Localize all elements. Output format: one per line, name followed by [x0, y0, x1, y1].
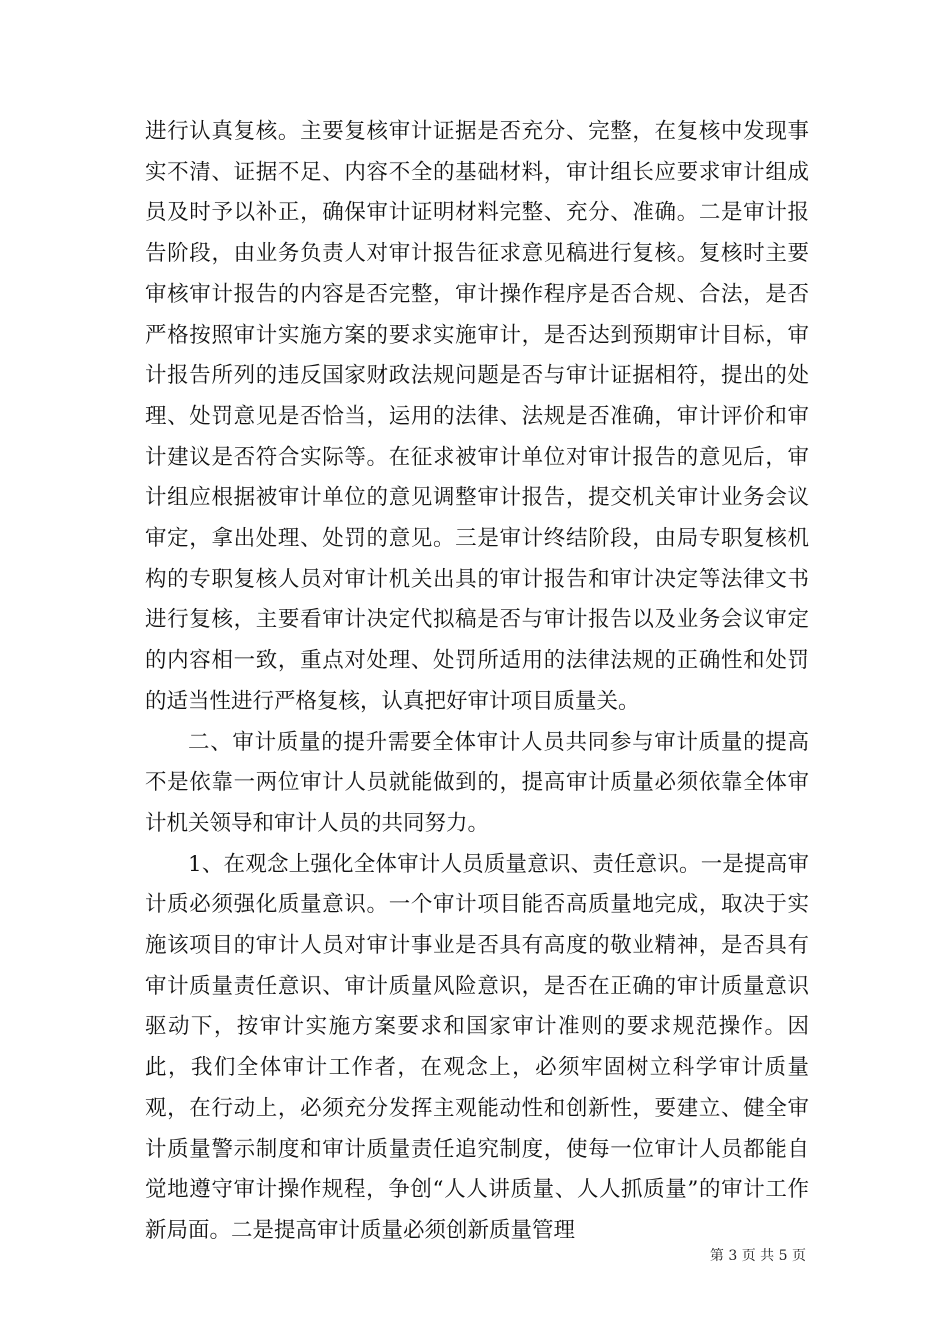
- document-body: [145, 112, 809, 1252]
- paragraph-quality-awareness: 1、在观念上强化全体审计人员质量意识、责任意识。一是提高审计质必须强化质量意识。一个审计项目能否高质量地完成，取决于实施该项目的审计人员对审计事业是否具有高度的敬业精神，是否具有审计质量责任意识、审计质量风险意识，是否在正确的审计质量意识驱动下，按审计实施方案要求和国家审计准则的要求规范操作。因此，我们全体审计工作者，在观念上，必须牢固树立科学审计质量观，在行动上，必须充分发挥主观能动性和创新性，要建立、健全审计质量警示制度和审计质量责任追究制度，使每一位审计人员都能自觉地遵守审计操作规程，争创“人人讲质量、人人抓质量”的审计工作新局面。二是提高审计质量必须创新质量管理: [145, 851, 809, 1243]
- paragraph-section-two-heading: 二、审计质量的提升需要全体审计人员共同参与审计质量的提高不是依靠一两位审计人员就能做到的，提高审计质量必须依靠全体审计机关领导和审计人员的共同努力。: [145, 729, 809, 836]
- paragraph-review-stages: 进行认真复核。主要复核审计证据是否充分、完整，在复核中发现事实不清、证据不足、内容不全的基础材料，审计组长应要求审计组成员及时予以补正，确保审计证明材料完整、充分、准确。二是审计报告阶段，由业务负责人对审计报告征求意见稿进行复核。复核时主要审核审计报告的内容是否完整，审计操作程序是否合规、合法，是否严格按照审计实施方案的要求实施审计，是否达到预期审计目标，审计报告所列的违反国家财政法规问题是否与审计证据相符，提出的处理、处罚意见是否恰当，运用的法律、法规是否准确，审计评价和审计建议是否符合实际等。在征求被审计单位对审计报告的意见后，审计组应根据被审计单位的意见调整审计报告，提交机关审计业务会议审定，拿出处理、处罚的意见。三是审计终结阶段，由局专职复核机构的专职复核人员对审计机关出具的审计报告和审计决定等法律文书进行复核，主要看审计决定代拟稿是否与审计报告以及业务会议审定的内容相一致，重点对处理、处罚所适用的法律法规的正确性和处罚的适当性进行严格复核，认真把好审计项目质量关。: [145, 119, 809, 714]
- page-number: 第 3 页 共 5 页: [709, 1248, 806, 1264]
